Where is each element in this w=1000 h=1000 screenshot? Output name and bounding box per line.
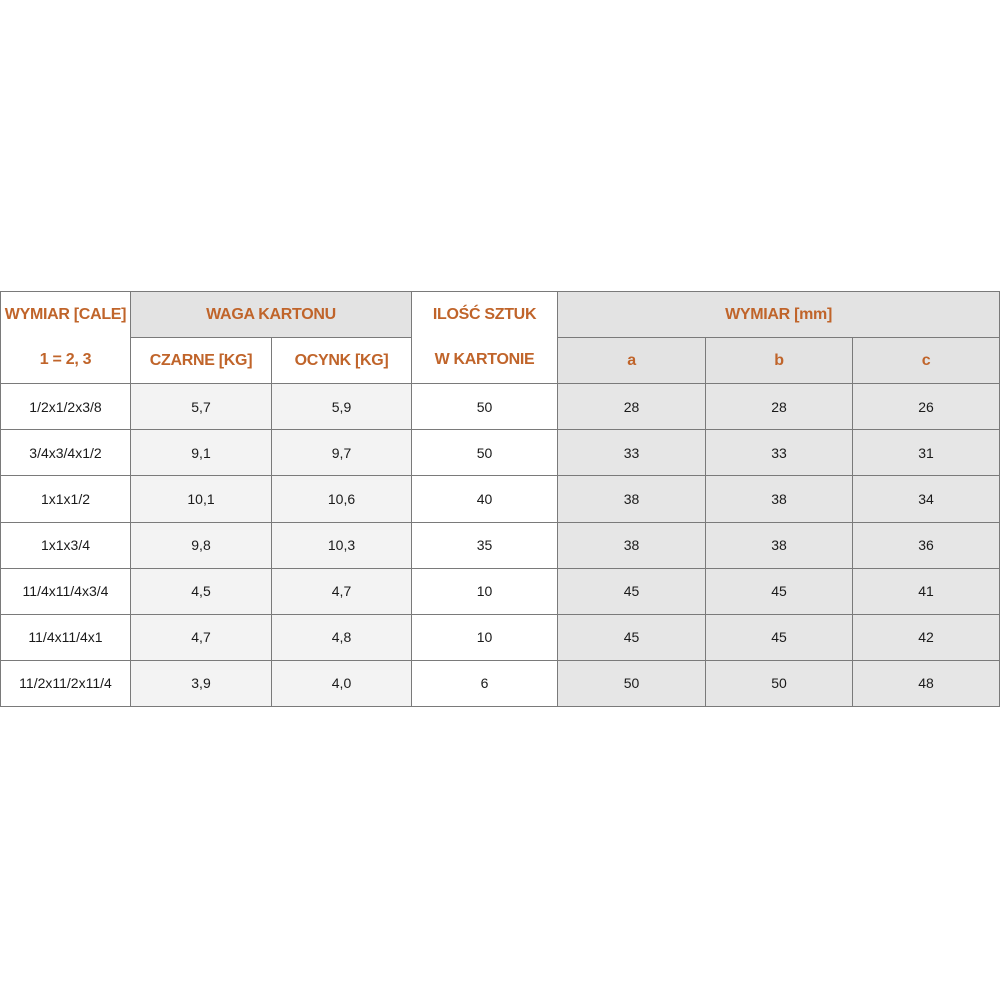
size-inch-cell: 1x1x1/2 bbox=[1, 476, 131, 522]
dim-b-cell: 45 bbox=[706, 614, 853, 660]
size-inch-cell: 1/2x1/2x3/8 bbox=[1, 384, 131, 430]
qty-cell: 40 bbox=[412, 476, 558, 522]
spec-table bbox=[0, 291, 1000, 707]
size-inch-cell: 11/2x11/2x11/4 bbox=[1, 660, 131, 706]
size-inch-header: WYMIAR [CALE] bbox=[1, 292, 131, 338]
dim-b-cell: 28 bbox=[706, 384, 853, 430]
table-row bbox=[1, 614, 1000, 660]
dim-a-cell: 28 bbox=[558, 384, 706, 430]
table-row bbox=[1, 568, 1000, 614]
dim-b-cell: 33 bbox=[706, 430, 853, 476]
carton-weight-header: WAGA KARTONU bbox=[131, 292, 412, 338]
qty-cell: 6 bbox=[412, 660, 558, 706]
size-inch-cell: 11/4x11/4x1 bbox=[1, 614, 131, 660]
galvanized-weight-cell: 4,8 bbox=[272, 614, 412, 660]
black-weight-header: CZARNE [KG] bbox=[131, 338, 272, 384]
table-body bbox=[1, 384, 1000, 707]
galvanized-weight-cell: 10,6 bbox=[272, 476, 412, 522]
qty-cell: 35 bbox=[412, 522, 558, 568]
dim-c-cell: 36 bbox=[853, 522, 1000, 568]
dim-a-cell: 50 bbox=[558, 660, 706, 706]
dim-b-cell: 38 bbox=[706, 476, 853, 522]
table-row bbox=[1, 384, 1000, 430]
galvanized-weight-cell: 9,7 bbox=[272, 430, 412, 476]
table-row bbox=[1, 660, 1000, 706]
dim-a-cell: 38 bbox=[558, 522, 706, 568]
header-row-1 bbox=[1, 292, 1000, 338]
galvanized-weight-cell: 4,7 bbox=[272, 568, 412, 614]
galvanized-weight-cell: 4,0 bbox=[272, 660, 412, 706]
dim-c-cell: 31 bbox=[853, 430, 1000, 476]
dim-b-cell: 50 bbox=[706, 660, 853, 706]
table-row bbox=[1, 430, 1000, 476]
size-inch-cell: 3/4x3/4x1/2 bbox=[1, 430, 131, 476]
dim-a-cell: 33 bbox=[558, 430, 706, 476]
size-mm-header: WYMIAR [mm] bbox=[558, 292, 1000, 338]
size-inch-cell: 1x1x3/4 bbox=[1, 522, 131, 568]
dim-b-cell: 45 bbox=[706, 568, 853, 614]
dim-a-cell: 38 bbox=[558, 476, 706, 522]
galvanized-weight-header: OCYNK [KG] bbox=[272, 338, 412, 384]
dim-a-cell: 45 bbox=[558, 614, 706, 660]
table-row bbox=[1, 476, 1000, 522]
dim-b-cell: 38 bbox=[706, 522, 853, 568]
dim-b-header: b bbox=[706, 338, 853, 384]
qty-cell: 50 bbox=[412, 430, 558, 476]
dim-c-cell: 34 bbox=[853, 476, 1000, 522]
dim-c-cell: 41 bbox=[853, 568, 1000, 614]
dim-a-header: a bbox=[558, 338, 706, 384]
black-weight-cell: 4,5 bbox=[131, 568, 272, 614]
qty-cell: 10 bbox=[412, 568, 558, 614]
black-weight-cell: 10,1 bbox=[131, 476, 272, 522]
dim-c-cell: 26 bbox=[853, 384, 1000, 430]
size-inch-subheader: 1 = 2, 3 bbox=[1, 338, 131, 384]
dim-a-cell: 45 bbox=[558, 568, 706, 614]
dim-c-header: c bbox=[853, 338, 1000, 384]
qty-cell: 10 bbox=[412, 614, 558, 660]
qty-header-line1: ILOŚĆ SZTUK bbox=[412, 292, 558, 338]
dim-c-cell: 48 bbox=[853, 660, 1000, 706]
black-weight-cell: 5,7 bbox=[131, 384, 272, 430]
dim-c-cell: 42 bbox=[853, 614, 1000, 660]
black-weight-cell: 3,9 bbox=[131, 660, 272, 706]
size-inch-cell: 11/4x11/4x3/4 bbox=[1, 568, 131, 614]
galvanized-weight-cell: 10,3 bbox=[272, 522, 412, 568]
table-row bbox=[1, 522, 1000, 568]
galvanized-weight-cell: 5,9 bbox=[272, 384, 412, 430]
qty-cell: 50 bbox=[412, 384, 558, 430]
black-weight-cell: 9,8 bbox=[131, 522, 272, 568]
header-row-2 bbox=[1, 338, 1000, 384]
qty-header-line2: W KARTONIE bbox=[412, 338, 558, 384]
black-weight-cell: 9,1 bbox=[131, 430, 272, 476]
black-weight-cell: 4,7 bbox=[131, 614, 272, 660]
